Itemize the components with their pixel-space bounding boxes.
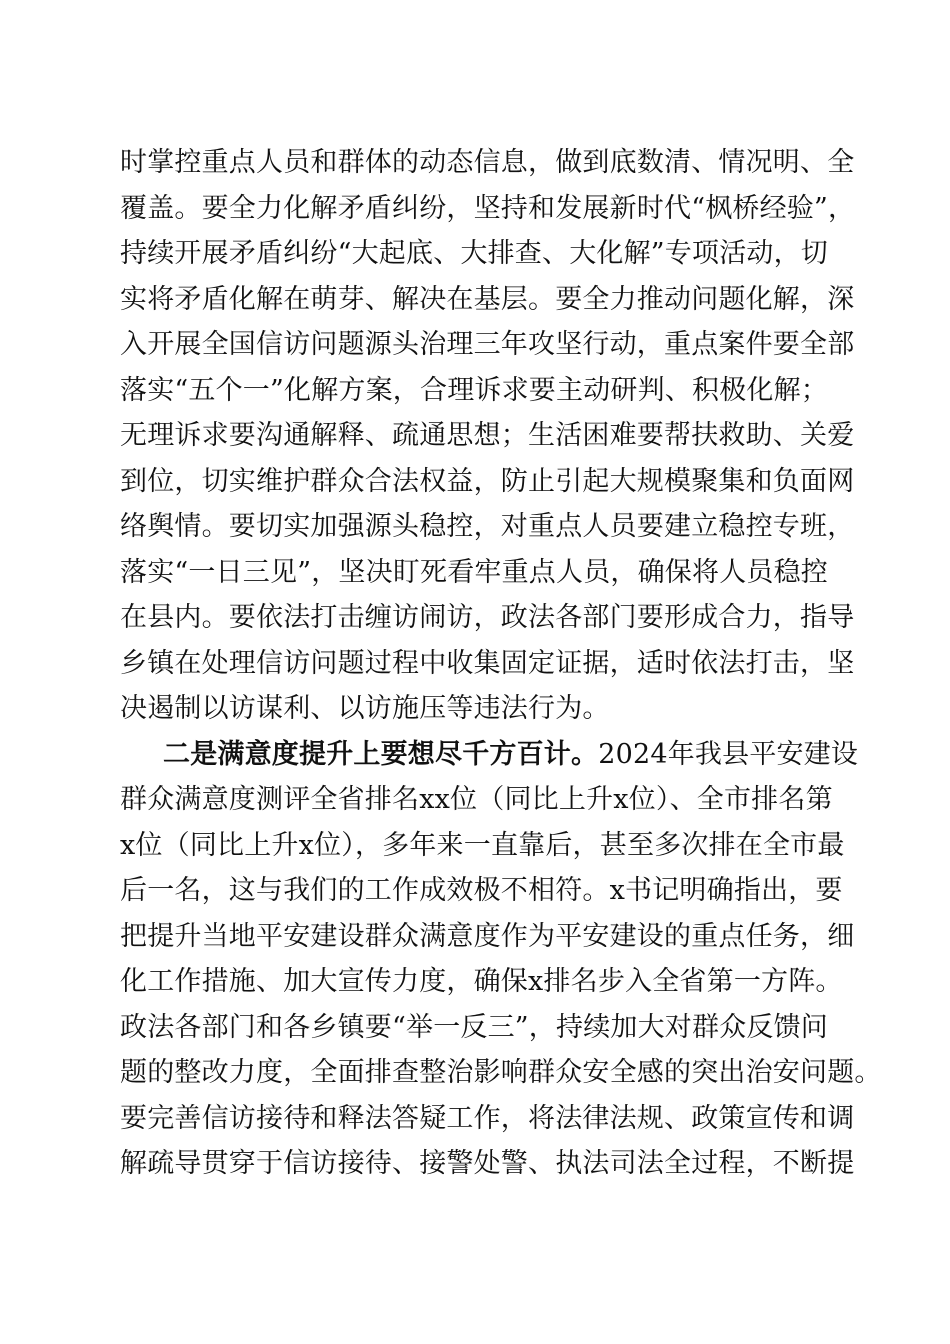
text-line: 乡镇在处理信访问题过程中收集固定证据，适时依法打击，坚 — [120, 647, 855, 679]
text-line: 持续开展矛盾纠纷“大起底、大排查、大化解”专项活动，切 — [120, 238, 829, 269]
text-line: 入开展全国信访问题源头治理三年攻坚行动，重点案件要全部 — [120, 329, 855, 360]
text-line: 无理诉求要沟通解释、疏通思想；生活困难要帮扶救助、关爱 — [120, 420, 855, 451]
text-line: 时掌控重点人员和群体的动态信息，做到底数清、情况明、全 — [120, 147, 855, 178]
paragraph-first-line-rest: 2024年我县平安建设 — [598, 738, 859, 770]
text-line: 落实“五个一”化解方案，合理诉求要主动研判、积极化解； — [120, 374, 829, 406]
text-line: 实将矛盾化解在萌芽、解决在基层。要全力推动问题化解，深 — [120, 283, 855, 315]
text-line: 到位，切实维护群众合法权益，防止引起大规模聚集和负面网 — [120, 465, 855, 497]
text-line: 政法各部门和各乡镇要“举一反三”，持续加大对群众反馈问 — [120, 1011, 829, 1043]
text-line: 化工作措施、加大宣传力度，确保x排名步入全省第一方阵。 — [120, 966, 843, 997]
text-line: 题的整改力度，全面排查整治影响群众安全感的突出治安问题。 — [120, 1057, 882, 1088]
text-line: 把提升当地平安建设群众满意度作为平安建设的重点任务，细 — [120, 920, 855, 952]
text-line: 在县内。要依法打击缠访闹访，政法各部门要形成合力，指导 — [120, 602, 855, 633]
text-line: x位（同比上升x位），多年来一直靠后，甚至多次排在全市最 — [120, 829, 845, 861]
text-line: 群众满意度测评全省排名xx位（同比上升x位）、全市排名第 — [120, 784, 833, 815]
text-line: 落实“一日三见”，坚决盯死看牢重点人员，确保将人员稳控 — [120, 556, 829, 588]
paragraph-lead-heading: 二是满意度提升上要想尽千方百计。 — [163, 738, 599, 770]
text-line: 络舆情。要切实加强源头稳控，对重点人员要建立稳控专班， — [120, 511, 855, 542]
text-line: 后一名，这与我们的工作成效极不相符。x书记明确指出，要 — [120, 875, 843, 906]
text-line: 决遏制以访谋利、以访施压等违法行为。 — [120, 693, 610, 724]
body-text — [120, 140, 882, 1187]
text-line: 解疏导贯穿于信访接待、接警处警、执法司法全过程，不断提 — [120, 1148, 855, 1179]
text-line: 要完善信访接待和释法答疑工作，将法律法规、政策宣传和调 — [120, 1102, 855, 1134]
paragraph-first-line — [120, 732, 859, 778]
text-line: 覆盖。要全力化解矛盾纠纷，坚持和发展新时代“枫桥经验”， — [120, 192, 856, 224]
